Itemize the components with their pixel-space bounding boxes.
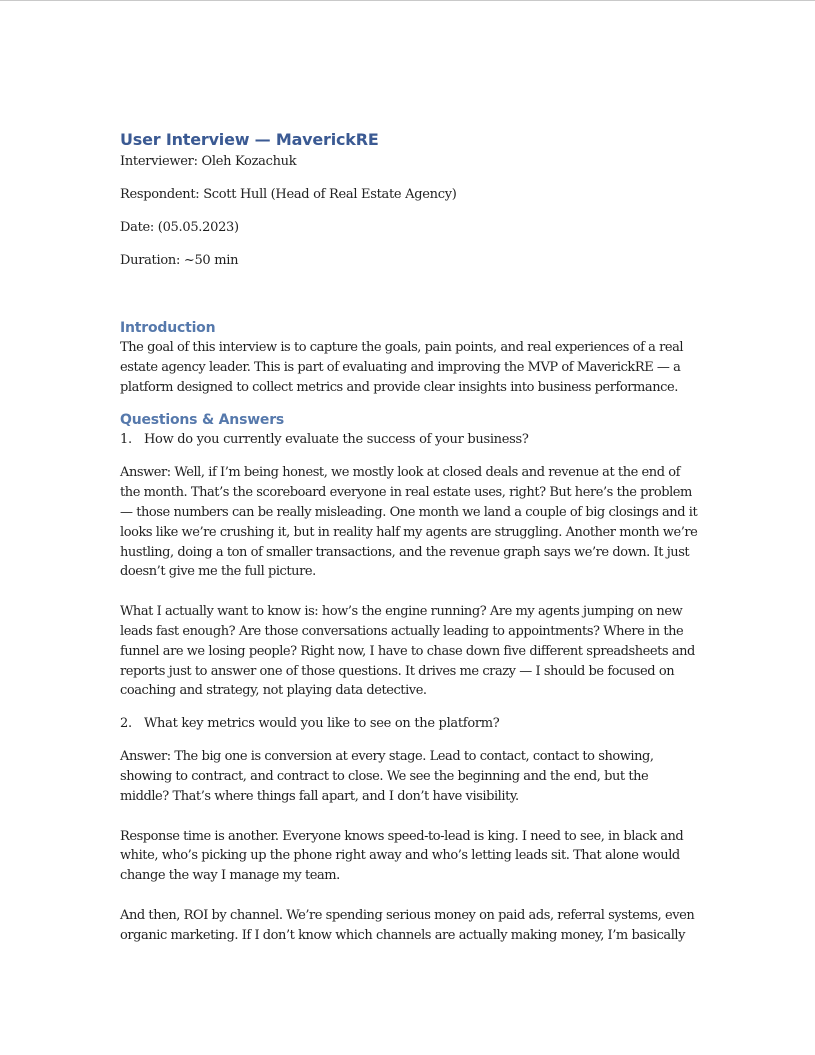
- date-line: Date: (05.05.2023): [120, 220, 239, 235]
- introduction-text: The goal of this interview is to capture the goals, pain points, and real experiences of a real estate agency leader. This is part of evaluating and improving the MVP of MaverickRE — a platform designed to collect metrics and provide clear insights into business performance.: [120, 340, 684, 395]
- document-page: [120, 128, 700, 946]
- paragraph-gap: [120, 582, 700, 602]
- page-top-border: [0, 0, 815, 1]
- answer-2-paragraph-1: Answer: The big one is conversion at every stage. Lead to contact, contact to showing, showing to contract, and contract to close. We see the beginning and the end, but the middle? That’s where things fall apart, and I don’t have visibility.: [120, 749, 654, 804]
- interviewer-line: Interviewer: Oleh Kozachuk: [120, 154, 297, 169]
- question-1-number: 1.: [120, 432, 132, 448]
- qa-heading: Questions & Answers: [120, 412, 285, 429]
- question-1: [120, 430, 700, 450]
- question-2-text: What key metrics would you like to see on the platform?: [144, 716, 500, 732]
- question-2-number: 2.: [120, 716, 132, 732]
- answer-1-paragraph-2: What I actually want to know is: how’s the engine running? Are my agents jumping on new leads fast enough? Are those conversations actually leading to appointments? Where in the funnel are we losing people? Right now, I have to chase down five different spreadsheets and reports just to answer one of those questions. It drives me crazy — I should be focused on coaching and strategy, not playing data detective.: [120, 604, 695, 699]
- paragraph-gap: [120, 807, 700, 827]
- respondent-line: Respondent: Scott Hull (Head of Real Estate Agency): [120, 187, 457, 202]
- duration-line: Duration: ~50 min: [120, 253, 239, 268]
- document-title: User Interview — MaverickRE: [120, 130, 379, 149]
- question-1-text: How do you currently evaluate the success of your business?: [144, 432, 529, 448]
- paragraph-gap: [120, 886, 700, 906]
- answer-2-paragraph-2: Response time is another. Everyone knows speed-to-lead is king. I need to see, in black and white, who’s picking up the phone right away and who’s letting leads sit. That alone would change the way I manage my team.: [120, 828, 684, 884]
- introduction-heading: Introduction: [120, 320, 216, 336]
- answer-1-paragraph-1: Answer: Well, if I’m being honest, we mostly look at closed deals and revenue at the end of the month. That’s the scoreboard everyone in real estate uses, right? But here’s the problem — those numbers can be really misleading. One month we land a couple of big closings and it looks like we’re crushing it, but in reality half my agents are struggling. Another month we’re hustling, doing a ton of smaller transactions, and the revenue graph says we’re down. It just doesn’t give me the full picture.: [120, 465, 698, 580]
- answer-2-paragraph-3: And then, ROI by channel. We’re spending serious money on paid ads, referral systems, even organic marketing. If I don’t know which channels are actually making money, I’m basically: [120, 907, 695, 943]
- question-2: [120, 714, 700, 734]
